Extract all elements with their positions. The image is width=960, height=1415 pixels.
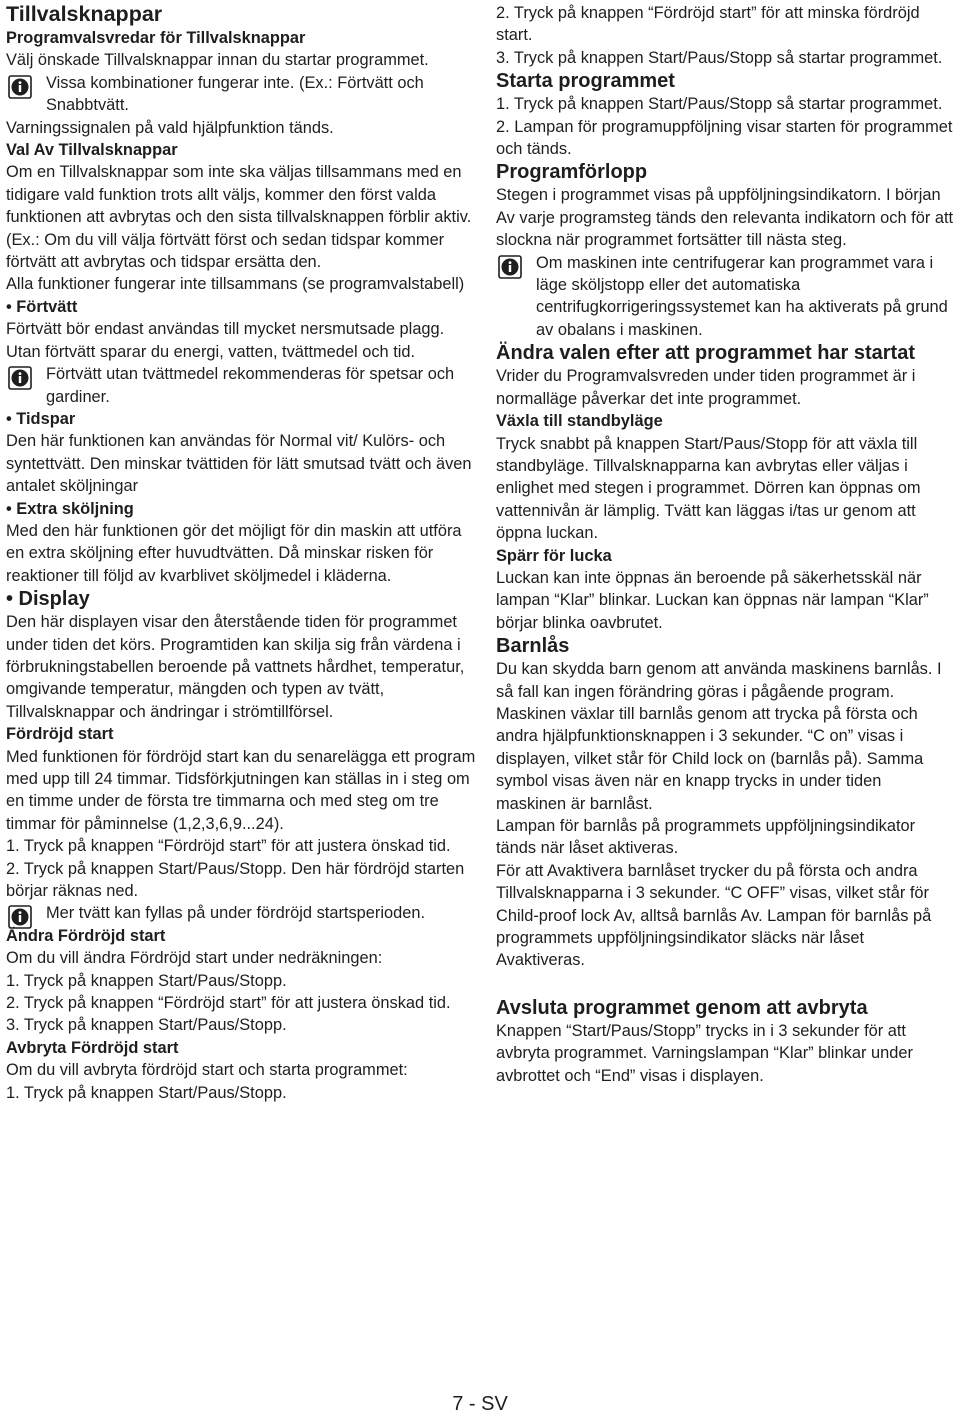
subheading-programvalsvredar: Programvalsvredar för Tillvalsknappar (6, 29, 306, 47)
paragraph: Varningssignalen på vald hjälpfunktion tänds. (6, 118, 334, 137)
step-item: 1. Tryck på knappen Start/Paus/Stopp. (6, 1083, 287, 1102)
bullet-tidspar: • Tidspar (6, 409, 76, 428)
paragraph: Luckan kan inte öppnas än beroende på säkerhetsskäl när lampan “Klar” blinkar. Luckan kan öppnas när lampan “Klar” börjar blinka oavbrutet. (496, 568, 929, 632)
paragraph: För att Avaktivera barnlåset trycker du på första och andra Tillvalsknapparna i 3 sekunder. “C OFF” visas, vilket står för Child-proof lock Av, alltså barnlås Av. Lampan för barnlås på programmets uppföljningsindikator släcks när låset Avaktiveras. (496, 861, 932, 970)
info-icon (8, 75, 32, 99)
heading-starta-programmet: Starta programmet (496, 70, 675, 93)
step-item: 2. Tryck på knappen “Fördröjd start” för att justera önskad tid. (6, 994, 451, 1013)
paragraph: Om du vill ändra Fördröjd start under nedräkningen: (6, 949, 383, 968)
info-note-text: Förtvätt utan tvättmedel rekommenderas för spetsar och gardiner. (46, 365, 455, 406)
paragraph: Välj önskade Tillvalsknappar innan du startar programmet. (6, 51, 429, 70)
info-note (6, 363, 476, 408)
info-note-text: Om maskinen inte centrifugerar kan programmet vara i läge sköljstopp eller det automatiska centrifugkorrigeringssystemet kan ha aktiverats på grund av obalans i maskinen. (536, 253, 948, 339)
paragraph: Den här displayen visar den återstående tiden för programmet under tiden det körs. Programtiden kan skilja sig från värdena i förbrukningstabellen beroende på vattnets hårdhet, temperatur, omgivande temperatur, mängden och typen av tvätt, Tillvalsknappar och ändringar i strömtillförsel. (6, 613, 465, 721)
spacer (496, 972, 956, 996)
step-item: 2. Lampan för programuppföljning visar starten för programmet och tänds. (496, 117, 953, 159)
bullet-display: • Display (6, 588, 90, 611)
left-column (6, 2, 476, 1104)
page-number: 7 - SV (452, 1393, 508, 1415)
paragraph: Vrider du Programvalsvreden under tiden programmet är i normalläge påverkar det inte programmet. (496, 367, 916, 408)
info-note-text: Vissa kombinationer fungerar inte. (Ex.: Förtvätt och Snabbtvätt. (46, 73, 424, 115)
paragraph: Om en Tillvalsknappar som inte ska väljas tillsammans med en tidigare vald funktion trots allt väljs, kommer den först valda funktionen att avbrytas och den sista tillvalsknappen förblir aktiv. (6, 163, 472, 227)
subheading-fordrojd-start: Fördröjd start (6, 725, 114, 744)
paragraph: Du kan skydda barn genom att använda maskinens barnlås. I så fall kan ingen förändring göras i pågående program. (496, 660, 942, 701)
info-icon (8, 905, 32, 929)
info-icon (8, 366, 32, 390)
step-item: 3. Tryck på knappen Start/Paus/Stopp så startar programmet. (496, 48, 943, 67)
step-item: 3. Tryck på knappen Start/Paus/Stopp. (6, 1016, 287, 1035)
paragraph: Förtvätt bör endast användas till mycket nersmutsade plagg. Utan förtvätt sparar du energi, vatten, tvättmedel och tid. (6, 320, 445, 361)
heading-barnlas: Barnlås (496, 635, 570, 658)
step-item: 1. Tryck på knappen “Fördröjd start” för att justera önskad tid. (6, 837, 451, 856)
subheading-vaxla-till-standbylage: Växla till standbyläge (496, 412, 663, 431)
step-item: 1. Tryck på knappen Start/Paus/Stopp. (6, 971, 287, 990)
section-title-tillvalsknappar: Tillvalsknappar (6, 2, 163, 26)
step-item: 2. Tryck på knappen “Fördröjd start” för att minska fördröjd start. (496, 4, 920, 45)
paragraph: Tryck snabbt på knappen Start/Paus/Stopp för att växla till standbyläge. Tillvalsknapparna kan avbrytas eller väljas i enlighet med stegen i programmet. Dörren kan öppnas om vattennivån är lämplig. Tvätt kan läggas i/tas ur genom att öppna luckan. (496, 434, 921, 543)
paragraph: Lampan för barnlås på programmets uppföljningsindikator tänds när låset aktiveras. (496, 817, 916, 858)
step-item: 1. Tryck på knappen Start/Paus/Stopp så startar programmet. (496, 95, 943, 114)
paragraph: Maskinen växlar till barnlås genom att trycka på första och andra hjälpfunktionsknappen i 3 sekunder. “C on” visas i displayen, vilket står för Child lock on (barnlås på). Samma symbol visas även när en knapp trycks in under tiden maskinen är barnlåst. (496, 704, 924, 813)
heading-avsluta-programmet: Avsluta programmet genom att avbryta (496, 996, 868, 1019)
paragraph: Alla funktioner fungerar inte tillsammans (se programvalstabell) (6, 275, 465, 294)
paragraph: (Ex.: Om du vill välja förtvätt först och sedan tidspar kommer förtvätt att avbrytas och tidspar ersätta den. (6, 230, 445, 272)
heading-programforlopp: Programförlopp (496, 161, 648, 184)
paragraph: Med den här funktionen gör det möjligt för din maskin att utföra en extra sköljning efter huvudtvätten. Då minskar risken för reaktioner till följd av kvarblivet sköljmedel i kläderna. (6, 521, 462, 585)
bullet-extra-skoljning: • Extra sköljning (6, 499, 134, 518)
subheading-andra-fordrojd-start: Ändra Fördröjd start (6, 926, 166, 945)
subheading-sparr-for-lucka: Spärr för lucka (496, 546, 612, 565)
heading-andra-valen: Ändra valen efter att programmet har startat (496, 342, 916, 365)
bullet-fortvatt: • Förtvätt (6, 297, 78, 316)
paragraph: Knappen “Start/Paus/Stopp” trycks in i 3 sekunder för att avbryta programmet. Varningslampan “Klar” blinkar under avbrottet och “End” visas i displayen. (496, 1021, 913, 1085)
info-note (6, 902, 476, 924)
step-item: 2. Tryck på knappen Start/Paus/Stopp. Den här fördröjd starten börjar räknas ned. (6, 859, 465, 901)
info-icon (498, 255, 522, 279)
paragraph: Den här funktionen kan användas för Normal vit/ Kulörs- och syntettvätt. Den minskar tvättiden för lätt smutsad tvätt och även antalet sköljningar (6, 432, 472, 496)
subheading-avbryta-fordrojd-start: Avbryta Fördröjd start (6, 1038, 179, 1057)
paragraph: Med funktionen för fördröjd start kan du senarelägga ett program med upp till 24 timmar. Tidsförkjutningen kan ställas in i steg om en timme under de första tre timmarna och med steg om tre timmar för påminnelse (1,2,3,6,9...24). (6, 747, 476, 833)
info-note (6, 72, 476, 117)
paragraph: Om du vill avbryta fördröjd start och starta programmet: (6, 1061, 408, 1080)
info-note-text: Mer tvätt kan fyllas på under fördröjd startsperioden. (46, 904, 425, 923)
subheading-val-av-tillvalsknappar: Val Av Tillvalsknappar (6, 141, 178, 160)
right-column (496, 2, 956, 1087)
info-note (496, 252, 956, 342)
paragraph: Stegen i programmet visas på uppföljningsindikatorn. I början Av varje programsteg tänds den relevanta indikatorn och för att slockna när programmet fortsätter till nästa steg. (496, 186, 954, 250)
